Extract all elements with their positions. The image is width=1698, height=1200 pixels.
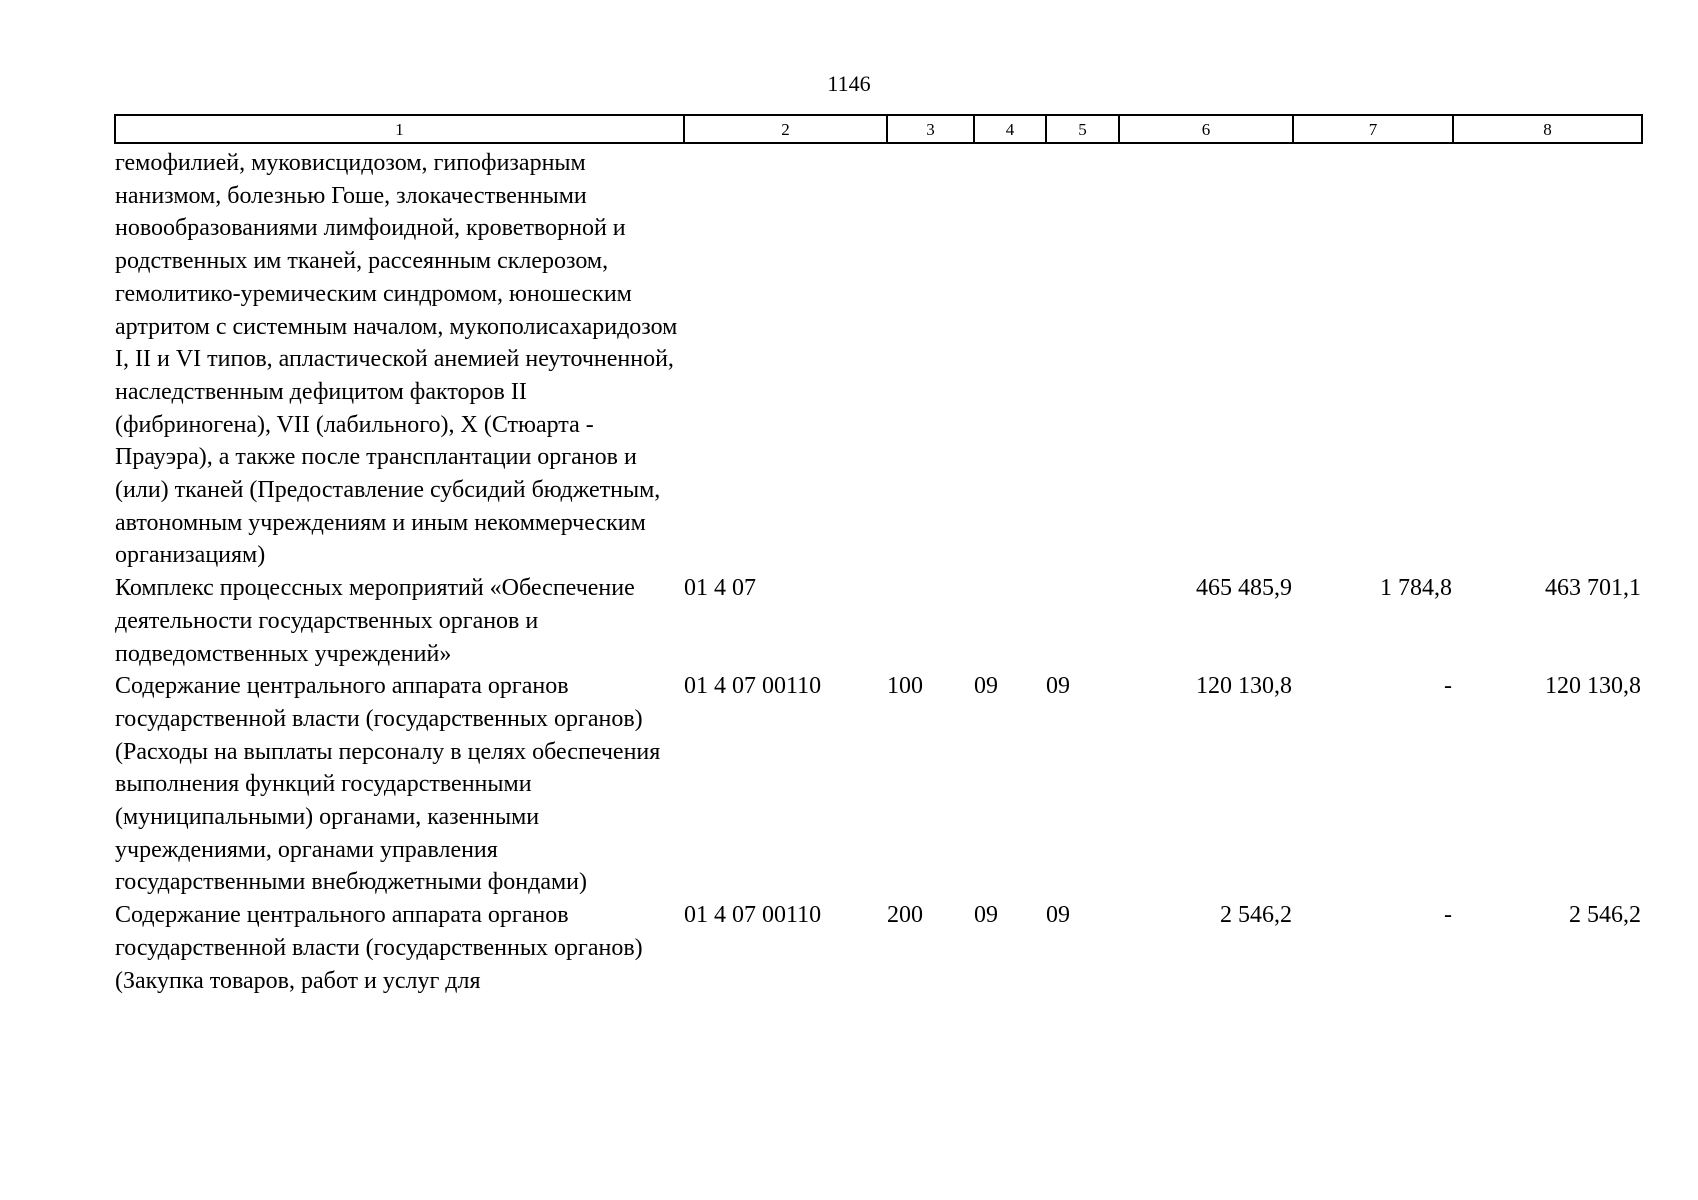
row-subsection — [1046, 143, 1119, 572]
row-type — [887, 572, 974, 670]
row-total — [1119, 143, 1293, 572]
row-code: 01 4 07 — [684, 575, 756, 602]
budget-table — [114, 114, 1643, 997]
column-header-8: 8 — [1453, 115, 1642, 143]
column-number-header — [115, 115, 1642, 143]
row-col7: - — [1444, 673, 1452, 700]
row-type — [887, 143, 974, 572]
row-type: 200 — [887, 902, 923, 929]
row-name: гемофилией, муковисцидозом, гипофизарным нанизмом, болезнью Гоше, злокачественными новообразованиями лимфоидной, кроветворной и родственных им тканей, рассеянным склерозом, гемолитико-уремическим синдромом, юношеским артритом с системным началом, мукополисахаридозом I, II и VI типов, апластической анемией неуточненной, наследственным дефицитом факторов II (фибриногена), VII (лабильного), X (Стюарта - Прауэра), а также после трансплантации органов и (или) тканей (Предоставление субсидий бюджетным, автономным учреждениям и иным некоммерческим организациям) — [115, 150, 678, 569]
column-header-3: 3 — [887, 115, 974, 143]
row-section: 09 — [974, 673, 998, 700]
row-col7 — [1293, 143, 1453, 572]
row-subsection: 09 — [1046, 902, 1070, 929]
row-subsection — [1046, 572, 1119, 670]
row-total: 2 546,2 — [1220, 902, 1292, 929]
row-col8: 463 701,1 — [1545, 575, 1641, 602]
column-header-1: 1 — [115, 115, 684, 143]
row-code: 01 4 07 00110 — [684, 902, 822, 929]
row-name: Содержание центрального аппарата органов государственной власти (государственных органов) (Расходы на выплаты персоналу в целях обеспечения выполнения функций государственными (муниципальными) органами, казенными учреждениями, органами управления государственными внебюджетными фондами) — [115, 673, 661, 896]
row-col7: - — [1444, 902, 1452, 929]
column-header-7: 7 — [1293, 115, 1453, 143]
row-name: Содержание центрального аппарата органов государственной власти (государственных органов) (Закупка товаров, работ и услуг для — [115, 902, 643, 994]
row-section — [974, 143, 1046, 572]
page-number: 1146 — [827, 71, 871, 96]
row-col7: 1 784,8 — [1380, 575, 1452, 602]
row-col8: 120 130,8 — [1545, 673, 1641, 700]
row-type: 100 — [887, 673, 923, 700]
row-col8 — [1453, 143, 1642, 572]
column-header-6: 6 — [1119, 115, 1293, 143]
row-section — [974, 572, 1046, 670]
table-row — [115, 670, 1642, 899]
row-code — [684, 143, 887, 572]
row-total: 120 130,8 — [1196, 673, 1292, 700]
row-code: 01 4 07 00110 — [684, 673, 822, 700]
column-header-2: 2 — [684, 115, 887, 143]
table-row — [115, 572, 1642, 670]
row-name: Комплекс процессных мероприятий «Обеспечение деятельности государственных органов и подведомственных учреждений» — [115, 575, 635, 667]
column-header-5: 5 — [1046, 115, 1119, 143]
table-row — [115, 143, 1642, 572]
row-total: 465 485,9 — [1196, 575, 1292, 602]
row-col8: 2 546,2 — [1569, 902, 1641, 929]
row-section: 09 — [974, 902, 998, 929]
table-row — [115, 899, 1642, 997]
column-header-4: 4 — [974, 115, 1046, 143]
row-subsection: 09 — [1046, 673, 1070, 700]
